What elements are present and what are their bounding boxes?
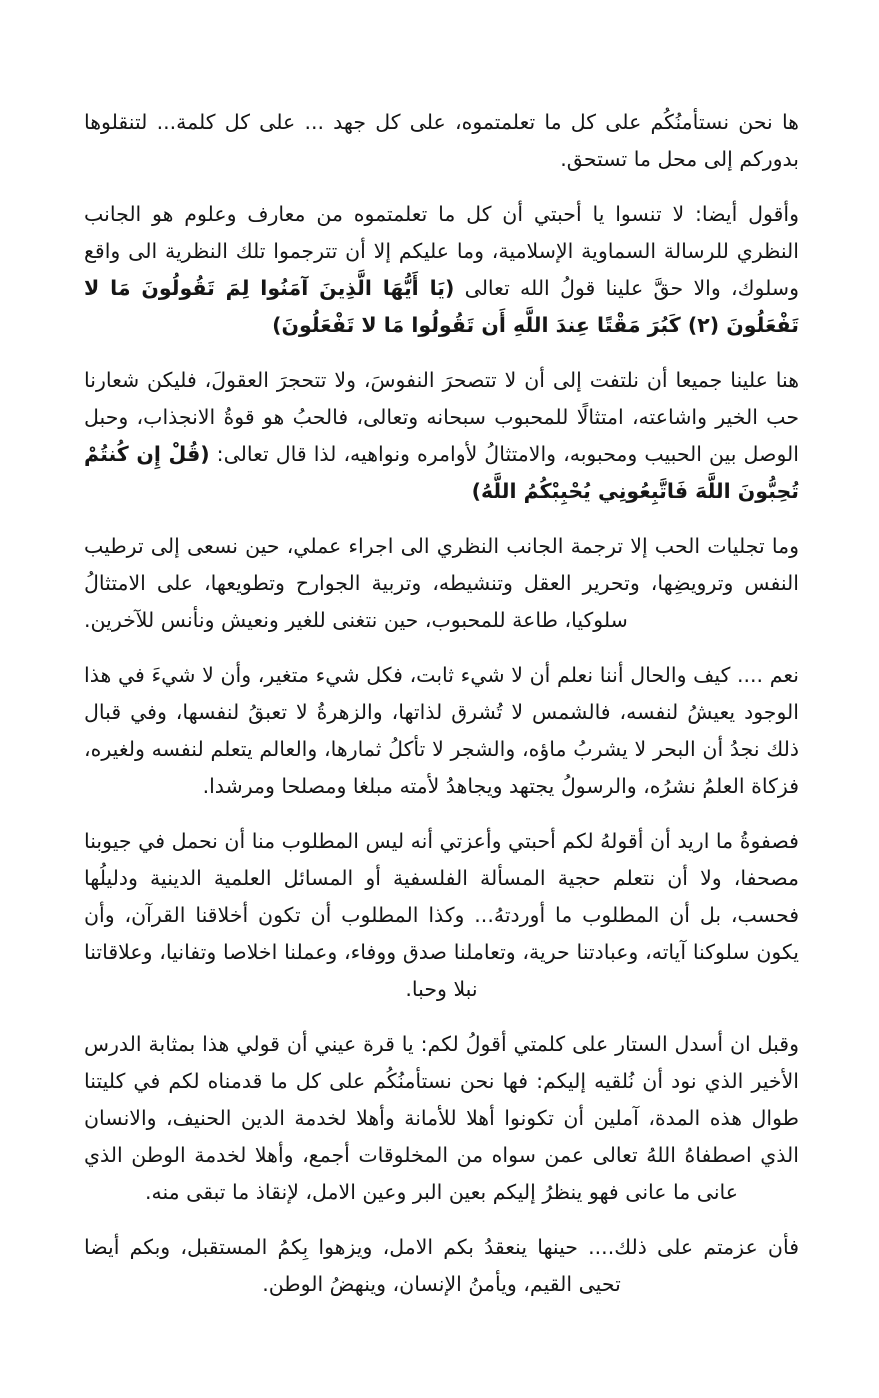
paragraph xyxy=(84,528,799,639)
body-text: وأقول أيضا: لا تنسوا يا أحبتي أن كل ما تعلمتموه من معارف وعلوم هو الجانب النظري للرسالة السماوية الإسلامية، وما عليكم إلا أن تترجموا تلك النظرية الى واقع وسلوك، والا حقَّ علينا قولُ الله تعالى xyxy=(84,202,799,300)
body-text: وما تجليات الحب إلا ترجمة الجانب النظري الى اجراء عملي، حين نسعى إلى ترطيب النفس وترويضِها، وتحرير العقل وتنشيطه، وتربية الجوارح وتطويعها، على الامتثالُ سلوكيا، طاعة للمحبوب، حين نتغنى للغير ونعيش ونأنس للآخرين. xyxy=(84,534,799,632)
paragraph xyxy=(84,362,799,510)
quran-verse-bold: (قُلْ إِن كُنتُمْ تُحِبُّونَ اللَّهَ فَاتَّبِعُونِي يُحْبِبْكُمُ اللَّهُ) xyxy=(84,442,799,503)
body-text: وقبل ان أسدل الستار على كلمتي أقولُ لكم: يا قرة عيني أن قولي هذا بمثابة الدرس الأخير الذي نود أن نُلقيه إليكم: فها نحن نستأمنُكُم على كل ما قدمناه لكم في كليتنا طوال هذه المدة، آملين أن تكونوا أهلا للأمانة وأهلا لخدمة الدين الحنيف، والانسان الذي اصطفاهُ اللهُ تعالى عمن سواه من المخلوقات أجمع، وأهلا لخدمة الوطن الذي عانى ما عانى فهو ينظرُ إليكم بعين البر وعين الامل، لإنقاذ ما تبقى منه. xyxy=(84,1032,799,1204)
body-text: هنا علينا جميعا أن نلتفت إلى أن لا تتصحرَ النفوسَ، ولا تتحجرَ العقولَ، فليكن شعارنا حب الخير واشاعته، امتثالًا للمحبوب سبحانه وتعالى، فالحبُ هو قوةُ الانجذاب، وحبل الوصل بين الحبيب ومحبوبه، والامتثالُ لأوامره ونواهيه، لذا قال تعالى: xyxy=(84,368,799,466)
quran-verse-bold: (يَا أَيُّهَا الَّذِينَ آمَنُوا لِمَ تَقُولُونَ مَا لا تَفْعَلُونَ (٢) كَبُرَ مَقْتًا عِندَ اللَّهِ أَن تَقُولُوا مَا لا تَفْعَلُونَ) xyxy=(84,276,799,337)
body-text: فصفوةُ ما اريد أن أقولهُ لكم أحبتي وأعزتي أنه ليس المطلوب منا أن نحمل في جيوبنا مصحفا، ولا أن نتعلم حجية المسألة الفلسفية أو المسائل العلمية الدينية ودليلُها فحسب، بل أن المطلوب ما أوردتهُ... وكذا المطلوب أن تكون أخلاقنا القرآن، وأن يكون سلوكنا آياته، وعبادتنا حرية، وتعاملنا صدق ووفاء، وعملنا اخلاصا وتفانيا، وعلاقاتنا نبلا وحبا. xyxy=(84,829,799,1001)
paragraph xyxy=(84,196,799,344)
paragraph xyxy=(84,823,799,1008)
paragraph xyxy=(84,1026,799,1211)
body-text: فأن عزمتم على ذلك.... حينها ينعقدُ بكم الامل، ويزهوا بِكمُ المستقبل، وبكم أيضا تحيى القيم، ويأمنُ الإنسان، وينهضُ الوطن. xyxy=(84,1235,799,1296)
body-text: نعم .... كيف والحال أننا نعلم أن لا شيء ثابت، فكل شيء متغير، وأن لا شيءَ في هذا الوجود يعيشُ لنفسه، فالشمس لا تُشرق لذاتها، والزهرةُ لا تعبقُ لنفسها، وفي قبال ذلك نجدُ أن البحر لا يشربُ ماؤه، والشجر لا تأكلُ ثمارها، والعالم يتعلم لنفسه ولغيره، فزكاة العلمُ نشرُه، والرسولُ يجتهد ويجاهدُ لأمته مبلغا ومصلحا ومرشدا. xyxy=(84,663,799,798)
paragraph xyxy=(84,1229,799,1303)
paragraph xyxy=(84,657,799,805)
paragraph xyxy=(84,104,799,178)
body-text: ها نحن نستأمنُكُم على كل ما تعلمتموه، على كل جهد ... على كل كلمة... لتنقلوها بدوركم إلى محل ما تستحق. xyxy=(84,110,799,171)
